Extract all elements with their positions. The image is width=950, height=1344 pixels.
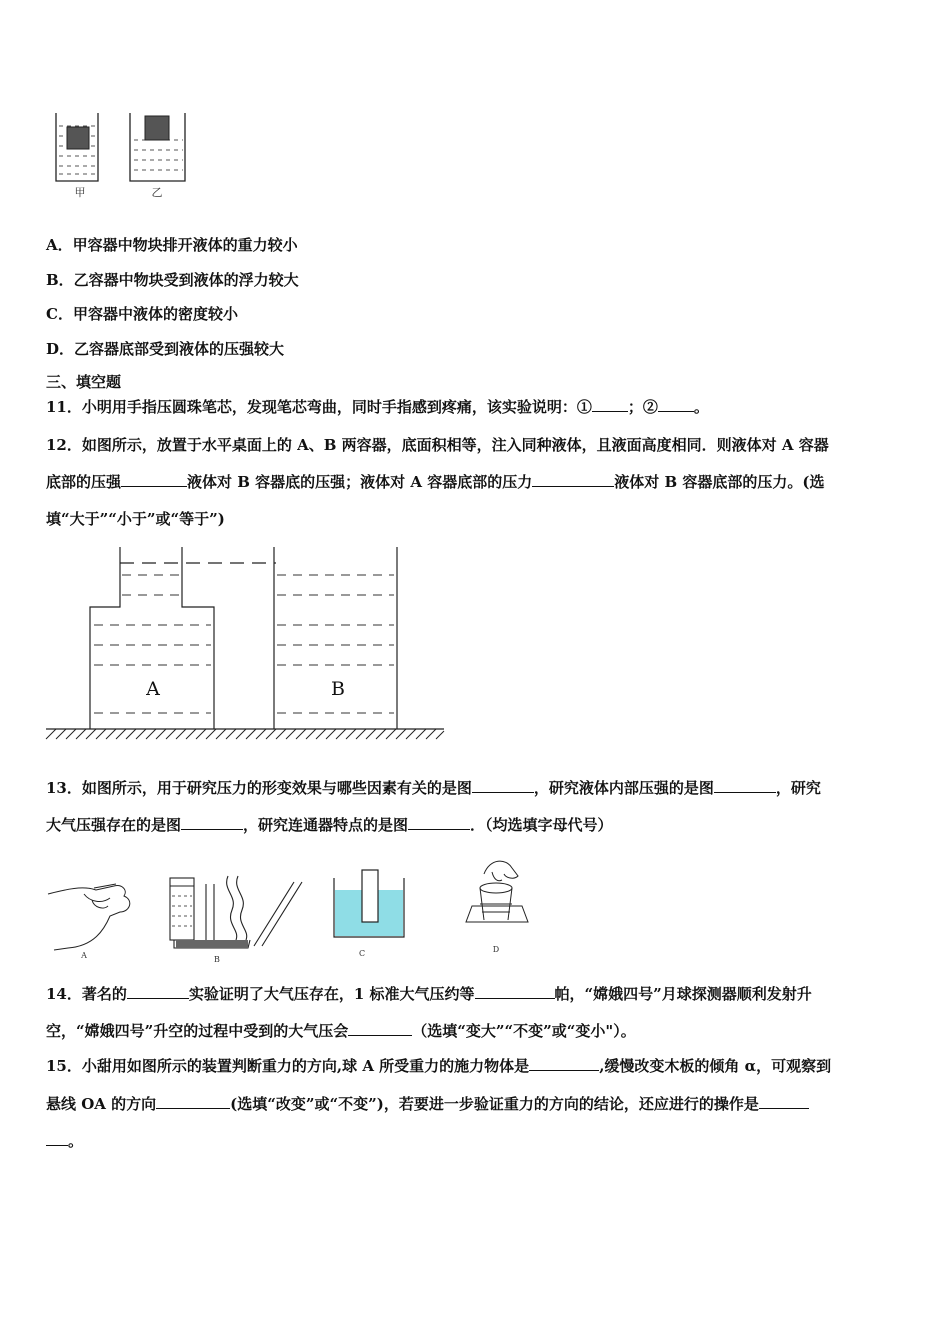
question-13-line1: 13．如图所示，用于研究压力的形变效果与哪些因素有关的是图 ，研究液体内部压强的是图 ，研究 [46, 779, 821, 797]
label-container-b: B [331, 678, 345, 700]
figure-containers-ab [44, 543, 449, 743]
option-c: C．甲容器中液体的密度较小 [46, 305, 238, 323]
figure-experiments-abcd [44, 850, 564, 965]
label-jia: 甲 [74, 186, 86, 199]
label-exp-d: D [492, 945, 500, 954]
question-13-line2: 大气压强存在的是图 ，研究连通器特点的是图 ．（均选填字母代号） [46, 816, 613, 834]
section-heading: 三、填空题 [46, 373, 122, 391]
label-exp-a: A [81, 951, 87, 960]
question-12-line2: 底部的压强 液体对 B 容器底的压强；液体对 A 容器底部的压力 液体对 B 容器底部的压力。(选 [46, 473, 825, 491]
question-11: 11．小明用手指压圆珠笔芯，发现笔芯弯曲，同时手指感到疼痛，该实验说明：① ；② 。 [46, 398, 709, 416]
option-a: A．甲容器中物块排开液体的重力较小 [46, 236, 298, 254]
question-14-line2: 空，“嫦娥四号”升空的过程中受到的大气压会 （选填“变大”“不变”或“变小"）。 [46, 1022, 636, 1040]
label-container-a: A [146, 678, 160, 700]
label-exp-c: C [358, 949, 366, 958]
question-12-line1: 12．如图所示，放置于水平桌面上的 A、B 两容器，底面积相等，注入同种液体，且液面高度相同．则液体对 A 容器 [46, 436, 829, 454]
figure-containers-jia-yi [50, 108, 200, 203]
label-yi: 乙 [151, 186, 163, 199]
option-d: D．乙容器底部受到液体的压强较大 [46, 340, 285, 358]
question-15-line3: 。 [46, 1131, 83, 1151]
label-exp-b: B [214, 955, 220, 964]
question-12-line3: 填“大于”“小于”或“等于”) [46, 510, 225, 528]
question-15-line1: 15．小甜用如图所示的装置判断重力的方向,球 A 所受重力的施力物体是 ,缓慢改变木板的倾角 α，可观察到 [46, 1057, 832, 1075]
question-15-line2: 悬线 OA 的方向 (选填“改变”或“不变”)，若要进一步验证重力的方向的结论，还应进行的操作是 [46, 1094, 809, 1114]
question-14-line1: 14．著名的 实验证明了大气压存在，1 标准大气压约等 帕，“嫦娥四号”月球探测器顺利发射升 [46, 985, 812, 1003]
option-b: B．乙容器中物块受到液体的浮力较大 [46, 271, 299, 289]
